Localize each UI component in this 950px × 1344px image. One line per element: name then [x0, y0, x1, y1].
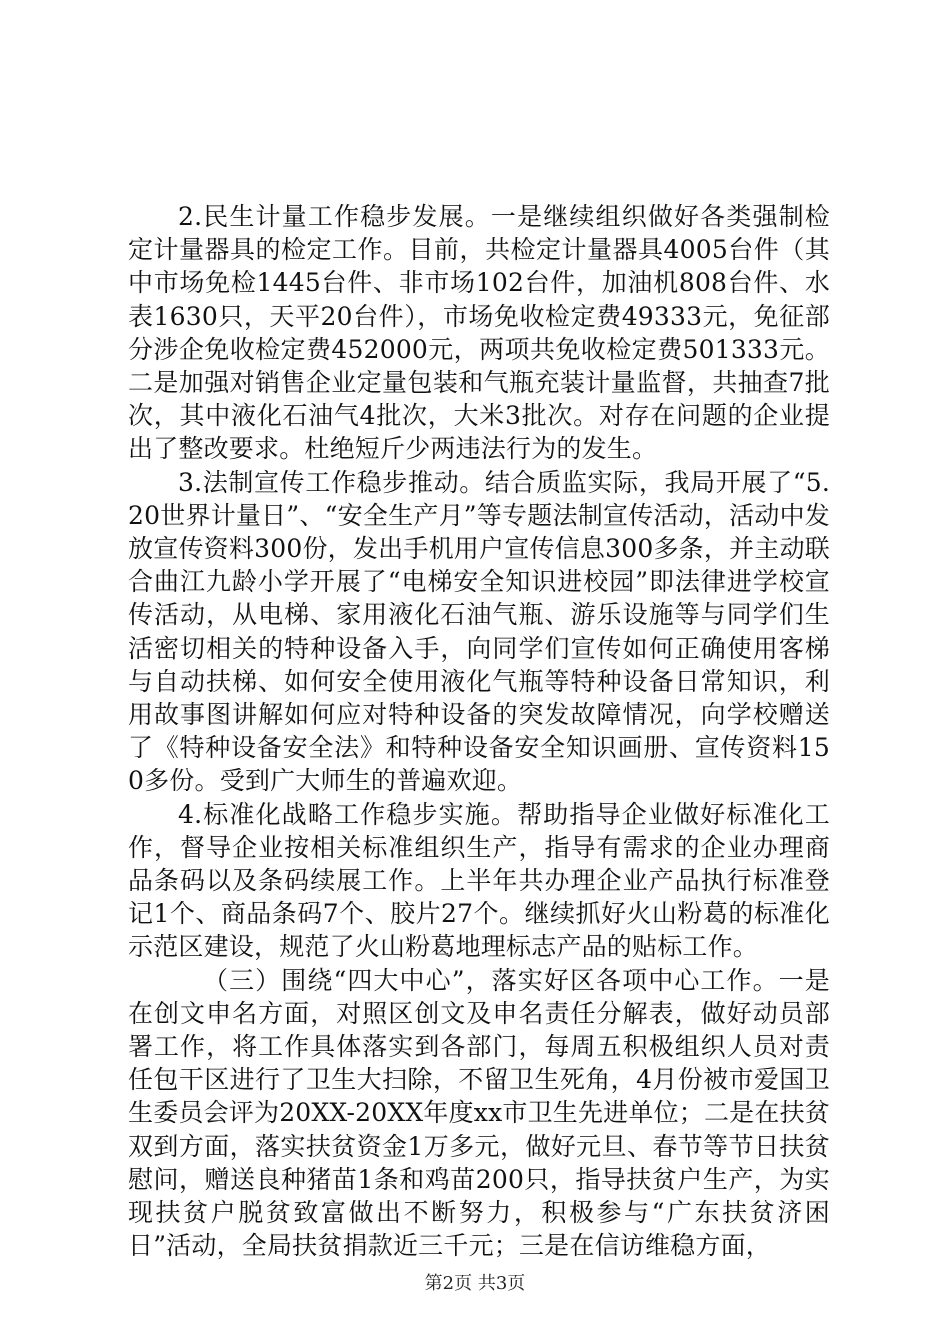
paragraph-standardization: 4.标准化战略工作稳步实施。帮助指导企业做好标准化工作，督导企业按相关标准组织生产，指导有需求的企业办理商品条码以及条码续展工作。上半年共办理企业产品执行标准登记1个、商品条码7个、胶片27个。继续抓好火山粉葛的标准化示范区建设，规范了火山粉葛地理标志产品的贴标工作。: [128, 799, 830, 962]
page-footer: 第2页 共3页: [424, 1273, 526, 1294]
paragraph-metrology: 2.民生计量工作稳步发展。一是继续组织做好各类强制检定计量器具的检定工作。目前，共检定计量器具4005台件（其中市场免检1445台件、非市场102台件，加油机808台件、水表1630只，天平20台件），市场免收检定费49333元，免征部分涉企免收检定费452000元，两项共免收检定费501333元。二是加强对销售企业定量包装和气瓶充装计量监督，共抽查7批次，其中液化石油气4批次，大米3批次。对存在问题的企业提出了整改要求。杜绝短斤少两违法行为的发生。: [128, 202, 830, 464]
paragraph-legal-publicity: 3.法制宣传工作稳步推动。结合质监实际，我局开展了“5.20世界计量日”、“安全生产月”等专题法制宣传活动，活动中发放宣传资料300份，发出手机用户宣传信息300多条，并主动联合曲江九龄小学开展了“电梯安全知识进校园”即法律进学校宣传活动，从电梯、家用液化石油气瓶、游乐设施等与同学们生活密切相关的特种设备入手，向同学们宣传如何正确使用客梯与自动扶梯、如何安全使用液化气瓶等特种设备日常知识，利用故事图讲解如何应对特种设备的突发故障情况，向学校赠送了《特种设备安全法》和特种设备安全知识画册、宣传资料150多份。受到广大师生的普遍欢迎。: [128, 467, 830, 796]
document-body: [128, 200, 830, 1263]
paragraph-four-centers: （三）围绕“四大中心”，落实好区各项中心工作。一是在创文申名方面，对照区创文及申名责任分解表，做好动员部署工作，将工作具体落实到各部门，每周五积极组织人员对责任包干区进行了卫生大扫除，不留卫生死角，4月份被市爱国卫生委员会评为20XX-20XX年度xx市卫生先进单位；二是在扶贫双到方面，落实扶贫资金1万多元，做好元旦、春节等节日扶贫慰问，赠送良种猪苗1条和鸡苗200只，指导扶贫户生产，为实现扶贫户脱贫致富做出不断努力，积极参与“广东扶贫济困日”活动，全局扶贫捐款近三千元；三是在信访维稳方面，: [128, 965, 830, 1261]
